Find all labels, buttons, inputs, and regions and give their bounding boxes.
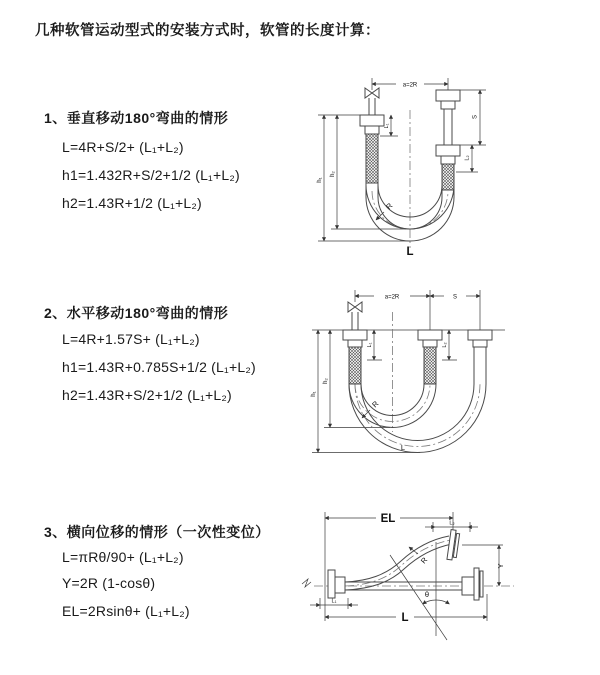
section-2-formula-h1: h1=1.43R+0.785S+1/2 (L₁+L₂) — [62, 359, 256, 375]
braided-hose-section — [424, 347, 436, 384]
dimension-a-2r — [372, 78, 448, 90]
dimension-l1 — [367, 330, 374, 360]
section-1-formula-h1: h1=1.432R+S/2+1/2 (L₁+L₂) — [62, 167, 240, 183]
page-title: 几种软管运动型式的安装方式时，软管的长度计算： — [35, 23, 380, 39]
length-label: L — [400, 443, 406, 452]
braided-hose-section — [442, 164, 454, 190]
flange — [468, 330, 492, 340]
dimension-el — [325, 513, 453, 525]
dim-label-l2: L₂ — [442, 342, 448, 348]
length-label: L — [406, 246, 414, 258]
reference-lines — [312, 290, 505, 453]
left-pipe-fitting — [360, 88, 384, 183]
left-flange-fitting — [328, 570, 345, 598]
section-2-formula-l: L=4R+1.57S+ (L₁+L₂) — [62, 331, 200, 347]
diagram-horizontal-180-bend — [310, 282, 590, 470]
dimension-l2 — [465, 145, 473, 172]
dim-label-l: L — [401, 612, 409, 624]
dimension-h2 — [323, 330, 330, 428]
radius-label: R — [370, 399, 381, 410]
flange — [328, 570, 335, 598]
flange — [474, 568, 479, 600]
dimension-s — [430, 295, 480, 301]
dimension-l1 — [310, 599, 358, 606]
section-2-heading: 2、水平移动180°弯曲的情形 — [44, 305, 229, 321]
dimension-h1 — [311, 330, 318, 453]
flange — [436, 145, 460, 156]
section-1-heading: 1、垂直移动180°弯曲的情形 — [44, 110, 229, 126]
dimension-s — [473, 90, 481, 145]
dim-label-l2: L₂ — [449, 520, 455, 527]
left-pipe-fitting — [343, 302, 367, 384]
dim-label-y: Y — [496, 563, 505, 569]
dim-label-s: S — [452, 294, 458, 301]
braided-hose-section — [349, 347, 361, 384]
hose-u-bend-displaced — [349, 384, 486, 453]
dim-label-l1: L₁ — [367, 342, 373, 348]
dim-label-el: EL — [380, 513, 396, 525]
section-3-heading: 3、横向位移的情形（一次性变位） — [44, 524, 270, 540]
section-3-formula-el: EL=2Rsinθ+ (L₁+L₂) — [62, 603, 190, 619]
dim-label-s: S — [472, 114, 479, 120]
flange — [360, 115, 384, 126]
dimension-l2 — [442, 330, 449, 360]
valve-icon — [348, 302, 362, 312]
dim-label-l2: L₂ — [464, 155, 471, 161]
middle-pipe-fitting — [418, 330, 442, 384]
flange — [418, 330, 442, 340]
dimension-h2 — [330, 115, 337, 229]
dim-label-h2: h₂ — [330, 171, 336, 177]
section-1-formula-l: L=4R+S/2+ (L₁+L₂) — [62, 139, 184, 155]
dimension-h1 — [317, 115, 324, 241]
dim-label-a2r: a=2R — [384, 294, 400, 301]
dim-label-h1: h₁ — [317, 177, 323, 183]
dim-label-l1: L₁ — [384, 123, 390, 129]
diagram-lateral-displacement — [296, 498, 596, 673]
dim-label-a2r: a=2R — [402, 82, 418, 89]
braided-hose-section — [366, 134, 378, 183]
angle-label: θ — [424, 590, 430, 599]
dimension-l — [325, 612, 487, 624]
reference-lines — [318, 90, 486, 248]
dim-label-l1: L₁ — [331, 598, 337, 605]
radius-label: R — [418, 555, 430, 566]
diagram-vertical-180-bend — [310, 70, 590, 260]
dim-label-h2: h₂ — [323, 378, 329, 384]
section-3-formula-y: Y=2R (1-cosθ) — [62, 575, 156, 591]
section-2-formula-h2: h2=1.43R+S/2+1/2 (L₁+L₂) — [62, 387, 232, 403]
dimension-y — [496, 545, 505, 586]
centerline-break-mark — [302, 579, 311, 587]
dim-label-h1: h₁ — [311, 391, 317, 397]
right-flange-fitting — [462, 568, 483, 600]
radius-label: R — [384, 201, 395, 212]
upper-flange-fitting — [447, 530, 460, 561]
section-1-formula-h2: h2=1.43R+1/2 (L₁+L₂) — [62, 195, 202, 211]
right-pipe-fitting — [436, 90, 460, 190]
section-3-formula-l: L=πRθ/90+ (L₁+L₂) — [62, 549, 184, 565]
flange — [436, 90, 460, 101]
right-pipe-fitting — [468, 330, 492, 384]
dimension-l1 — [384, 115, 391, 136]
dimension-a-2r — [355, 295, 430, 301]
flange — [343, 330, 367, 340]
